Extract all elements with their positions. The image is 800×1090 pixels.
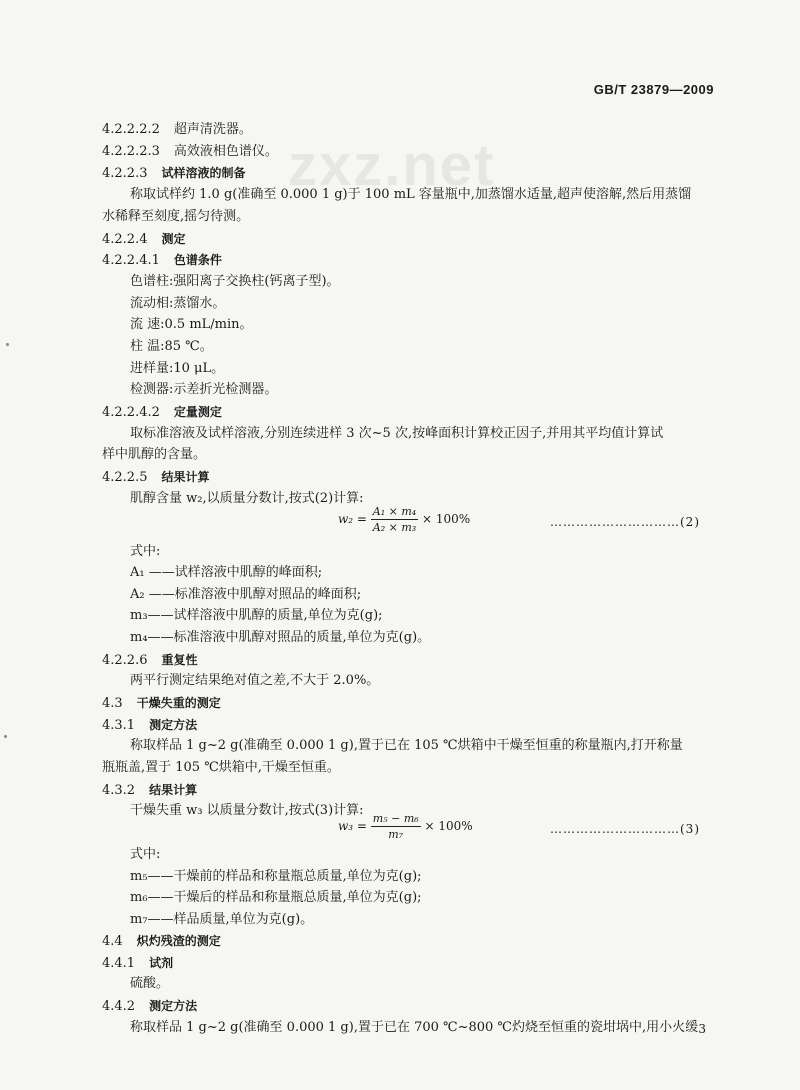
clause-number: 4.4 xyxy=(102,934,123,949)
clause-4-2-2-4-1 xyxy=(102,251,222,270)
paragraph-line: 水稀释至刻度,摇匀待测。 xyxy=(102,209,250,224)
clause-title: 试剂 xyxy=(149,956,174,970)
equation-lhs: w₃ = xyxy=(338,819,367,833)
paragraph-line: 两平行测定结果绝对值之差,不大于 2.0%。 xyxy=(130,673,380,688)
clause-number: 4.2.2.2.3 xyxy=(102,144,160,159)
clause-number: 4.2.2.4.1 xyxy=(102,253,160,268)
paragraph-line: 称取样品 1 g~2 g(准确至 0.000 1 g),置于已在 700 ℃~800 ℃灼烧至恒重的瓷坩埚中,用小火缓 xyxy=(130,1020,699,1035)
paragraph-line: 称取试样约 1.0 g(准确至 0.000 1 g)于 100 mL 容量瓶中,加蒸馏水适量,超声使溶解,然后用蒸馏 xyxy=(130,187,692,202)
clause-4-3 xyxy=(102,694,221,713)
equation-number: …………………………(3) xyxy=(550,822,700,836)
clause-number: 4.2.2.6 xyxy=(102,653,148,668)
equation-tail: × 100% xyxy=(424,819,473,833)
clause-4-4 xyxy=(102,932,221,951)
clause-title: 测定方法 xyxy=(149,999,198,1013)
paragraph-line: 样中肌醇的含量。 xyxy=(102,447,207,462)
clause-4-3-1 xyxy=(102,716,197,735)
definition-line: m₆——干燥后的样品和称量瓶总质量,单位为克(g); xyxy=(130,890,422,905)
fraction-denominator: A₂ × m₃ xyxy=(372,521,417,534)
clause-number: 4.4.1 xyxy=(102,956,136,971)
paragraph-line: 干燥失重 w₃ 以质量分数计,按式(3)计算: xyxy=(130,803,364,818)
clause-title: 色谱条件 xyxy=(173,253,222,267)
clause-title: 测定方法 xyxy=(149,718,198,732)
clause-title: 测定 xyxy=(161,232,186,246)
definition-line: A₁ ——试样溶液中肌醇的峰面积; xyxy=(130,565,323,580)
paragraph-line: 取标准溶液及试样溶液,分别连续进样 3 次~5 次,按峰面积计算校正因子,并用其平均值计算试 xyxy=(130,426,664,441)
clause-4-4-2 xyxy=(102,997,197,1016)
fraction-numerator: A₁ × m₄ xyxy=(372,505,417,518)
condition-line: 进样量:10 μL。 xyxy=(130,361,225,376)
clause-title: 定量测定 xyxy=(173,405,222,419)
clause-number: 4.2.2.2.2 xyxy=(102,122,160,137)
scan-speck xyxy=(6,343,9,346)
definition-line: m₃——试样溶液中肌醇的质量,单位为克(g); xyxy=(130,608,383,623)
paragraph-line: 肌醇含量 w₂,以质量分数计,按式(2)计算: xyxy=(130,491,364,506)
standard-code: GB/T 23879—2009 xyxy=(593,82,714,97)
clause-title: 重复性 xyxy=(161,653,198,667)
clause-title: 试样溶液的制备 xyxy=(161,166,246,180)
equation-lhs: w₂ = xyxy=(338,512,367,526)
equation-number: …………………………(2) xyxy=(550,515,700,529)
clause-4-2-2-2-2 xyxy=(102,121,252,139)
clause-number: 4.2.2.3 xyxy=(102,166,148,181)
fraction-denominator: m₇ xyxy=(388,828,404,841)
definition-line: m₄——标准溶液中肌醇对照品的质量,单位为克(g)。 xyxy=(130,630,431,645)
clause-4-2-2-3 xyxy=(102,164,246,183)
equation-fraction xyxy=(371,812,421,841)
equation-tail: × 100% xyxy=(422,512,471,526)
scan-speck xyxy=(4,735,7,738)
definition-line: m₅——干燥前的样品和称量瓶总质量,单位为克(g); xyxy=(130,869,422,884)
clause-4-2-2-4-2 xyxy=(102,403,222,422)
clause-4-2-2-2-3 xyxy=(102,143,278,161)
where-label: 式中: xyxy=(130,847,161,862)
clause-text: 高效液相色谱仪。 xyxy=(173,144,278,159)
clause-number: 4.3.2 xyxy=(102,783,136,798)
equation-3 xyxy=(338,812,473,841)
definition-line: m₇——样品质量,单位为克(g)。 xyxy=(130,912,314,927)
page-number: 3 xyxy=(698,1022,706,1036)
clause-4-2-2-6 xyxy=(102,651,198,670)
clause-number: 4.4.2 xyxy=(102,999,136,1014)
fraction-numerator: m₅ − m₆ xyxy=(372,812,419,825)
condition-line: 检测器:示差折光检测器。 xyxy=(130,382,278,397)
paragraph-line: 硫酸。 xyxy=(130,976,170,991)
clause-number: 4.3 xyxy=(102,696,123,711)
clause-title: 炽灼残渣的测定 xyxy=(136,934,221,948)
condition-line: 色谱柱:强阳离子交换柱(钙离子型)。 xyxy=(130,274,340,289)
equation-2 xyxy=(338,505,470,534)
clause-4-2-2-4 xyxy=(102,230,186,249)
clause-title: 干燥失重的测定 xyxy=(136,696,221,710)
condition-line: 柱 温:85 ℃。 xyxy=(130,339,213,354)
clause-text: 超声清洗器。 xyxy=(173,122,252,137)
clause-number: 4.2.2.5 xyxy=(102,470,148,485)
definition-line: A₂ ——标准溶液中肌醇对照品的峰面积; xyxy=(130,587,362,602)
condition-line: 流动相:蒸馏水。 xyxy=(130,296,226,311)
clause-4-2-2-5 xyxy=(102,468,210,487)
condition-line: 流 速:0.5 mL/min。 xyxy=(130,317,253,332)
clause-4-3-2 xyxy=(102,781,197,800)
clause-title: 结果计算 xyxy=(149,783,198,797)
clause-4-4-1 xyxy=(102,954,173,973)
paragraph-line: 瓶瓶盖,置于 105 ℃烘箱中,干燥至恒重。 xyxy=(102,760,340,775)
clause-title: 结果计算 xyxy=(161,470,210,484)
watermark: zxz.net xyxy=(288,133,496,198)
clause-number: 4.2.2.4.2 xyxy=(102,405,160,420)
clause-number: 4.2.2.4 xyxy=(102,232,148,247)
clause-number: 4.3.1 xyxy=(102,718,136,733)
equation-fraction xyxy=(371,505,418,534)
paragraph-line: 称取样品 1 g~2 g(准确至 0.000 1 g),置于已在 105 ℃烘箱中干燥至恒重的称量瓶内,打开称量 xyxy=(130,738,683,753)
where-label: 式中: xyxy=(130,544,161,559)
